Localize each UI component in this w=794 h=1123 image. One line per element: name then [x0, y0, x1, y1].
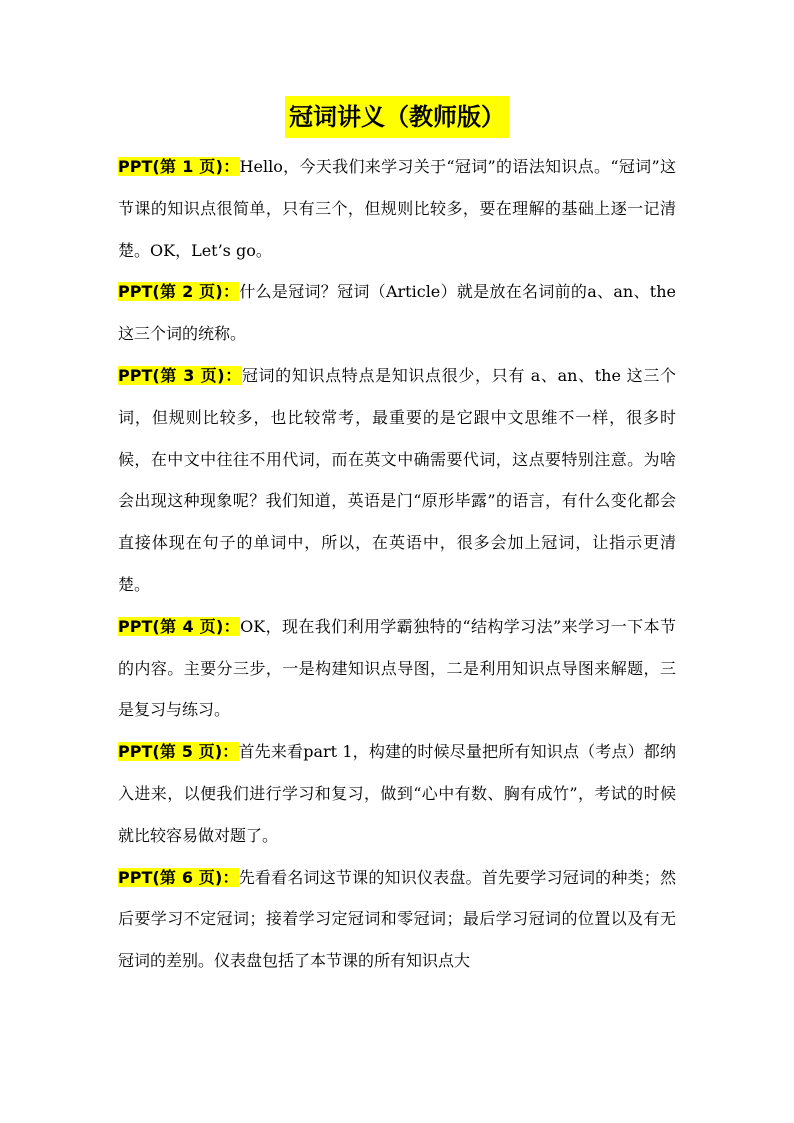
- paragraph-ppt-6: [118, 857, 676, 982]
- ppt-page-tag: PPT(第 4 页)：: [118, 616, 241, 636]
- paragraph-text: Hello，今天我们来学习关于“冠词”的语法知识点。“冠词”这节课的知识点很简单，只有三个，但规则比较多，要在理解的基础上逐一记清楚。OK，Let’s go。: [118, 157, 676, 260]
- title-wrap: [118, 96, 676, 140]
- paragraph-text: 首先来看part 1，构建的时候尽量把所有知识点（考点）都纳入进来，以便我们进行学习和复习，做到“心中有数、胸有成竹”，考试的时候就比较容易做对题了。: [118, 742, 676, 845]
- paragraph-ppt-5: [118, 731, 676, 856]
- paragraph-text: 什么是冠词？冠词（Article）就是放在名词前的a、an、the 这三个词的统称。: [118, 282, 676, 344]
- paragraph-text: OK，现在我们利用学霸独特的“结构学习法”来学习一下本节的内容。主要分三步，一是构建知识点导图，二是利用知识点导图来解题，三是复习与练习。: [118, 616, 676, 720]
- paragraph-ppt-4: [118, 606, 676, 731]
- paragraph-ppt-2: [118, 271, 676, 355]
- ppt-page-tag: PPT(第 3 页)：: [118, 365, 242, 385]
- paragraph-ppt-1: [118, 146, 676, 271]
- ppt-page-tag: PPT(第 5 页)：: [118, 742, 239, 762]
- ppt-page-tag: PPT(第 2 页)：: [118, 282, 240, 302]
- paragraph-text: 冠词的知识点特点是知识点很少，只有 a、an、the 这三个词，但规则比较多，也比较常考，最重要的是它跟中文思维不一样，很多时候，在中文中往往不用代词，而在英文中确需要代词，这点要特别注意。为啥会出现这种现象呢？我们知道，英语是门“原形毕露”的语言，有什么变化都会直接体现在句子的单词中，所以，在英语中，很多会加上冠词，让指示更清楚。: [118, 365, 676, 594]
- paragraph-text: 先看看名词这节课的知识仪表盘。首先要学习冠词的种类；然后要学习不定冠词；接着学习定冠词和零冠词；最后学习冠词的位置以及有无冠词的差别。仪表盘包括了本节课的所有知识点大: [118, 867, 676, 971]
- document-title: 冠词讲义（教师版）: [285, 96, 509, 138]
- ppt-page-tag: PPT(第 1 页)：: [118, 157, 240, 176]
- paragraph-ppt-3: [118, 355, 676, 606]
- ppt-page-tag: PPT(第 6 页)：: [118, 867, 239, 887]
